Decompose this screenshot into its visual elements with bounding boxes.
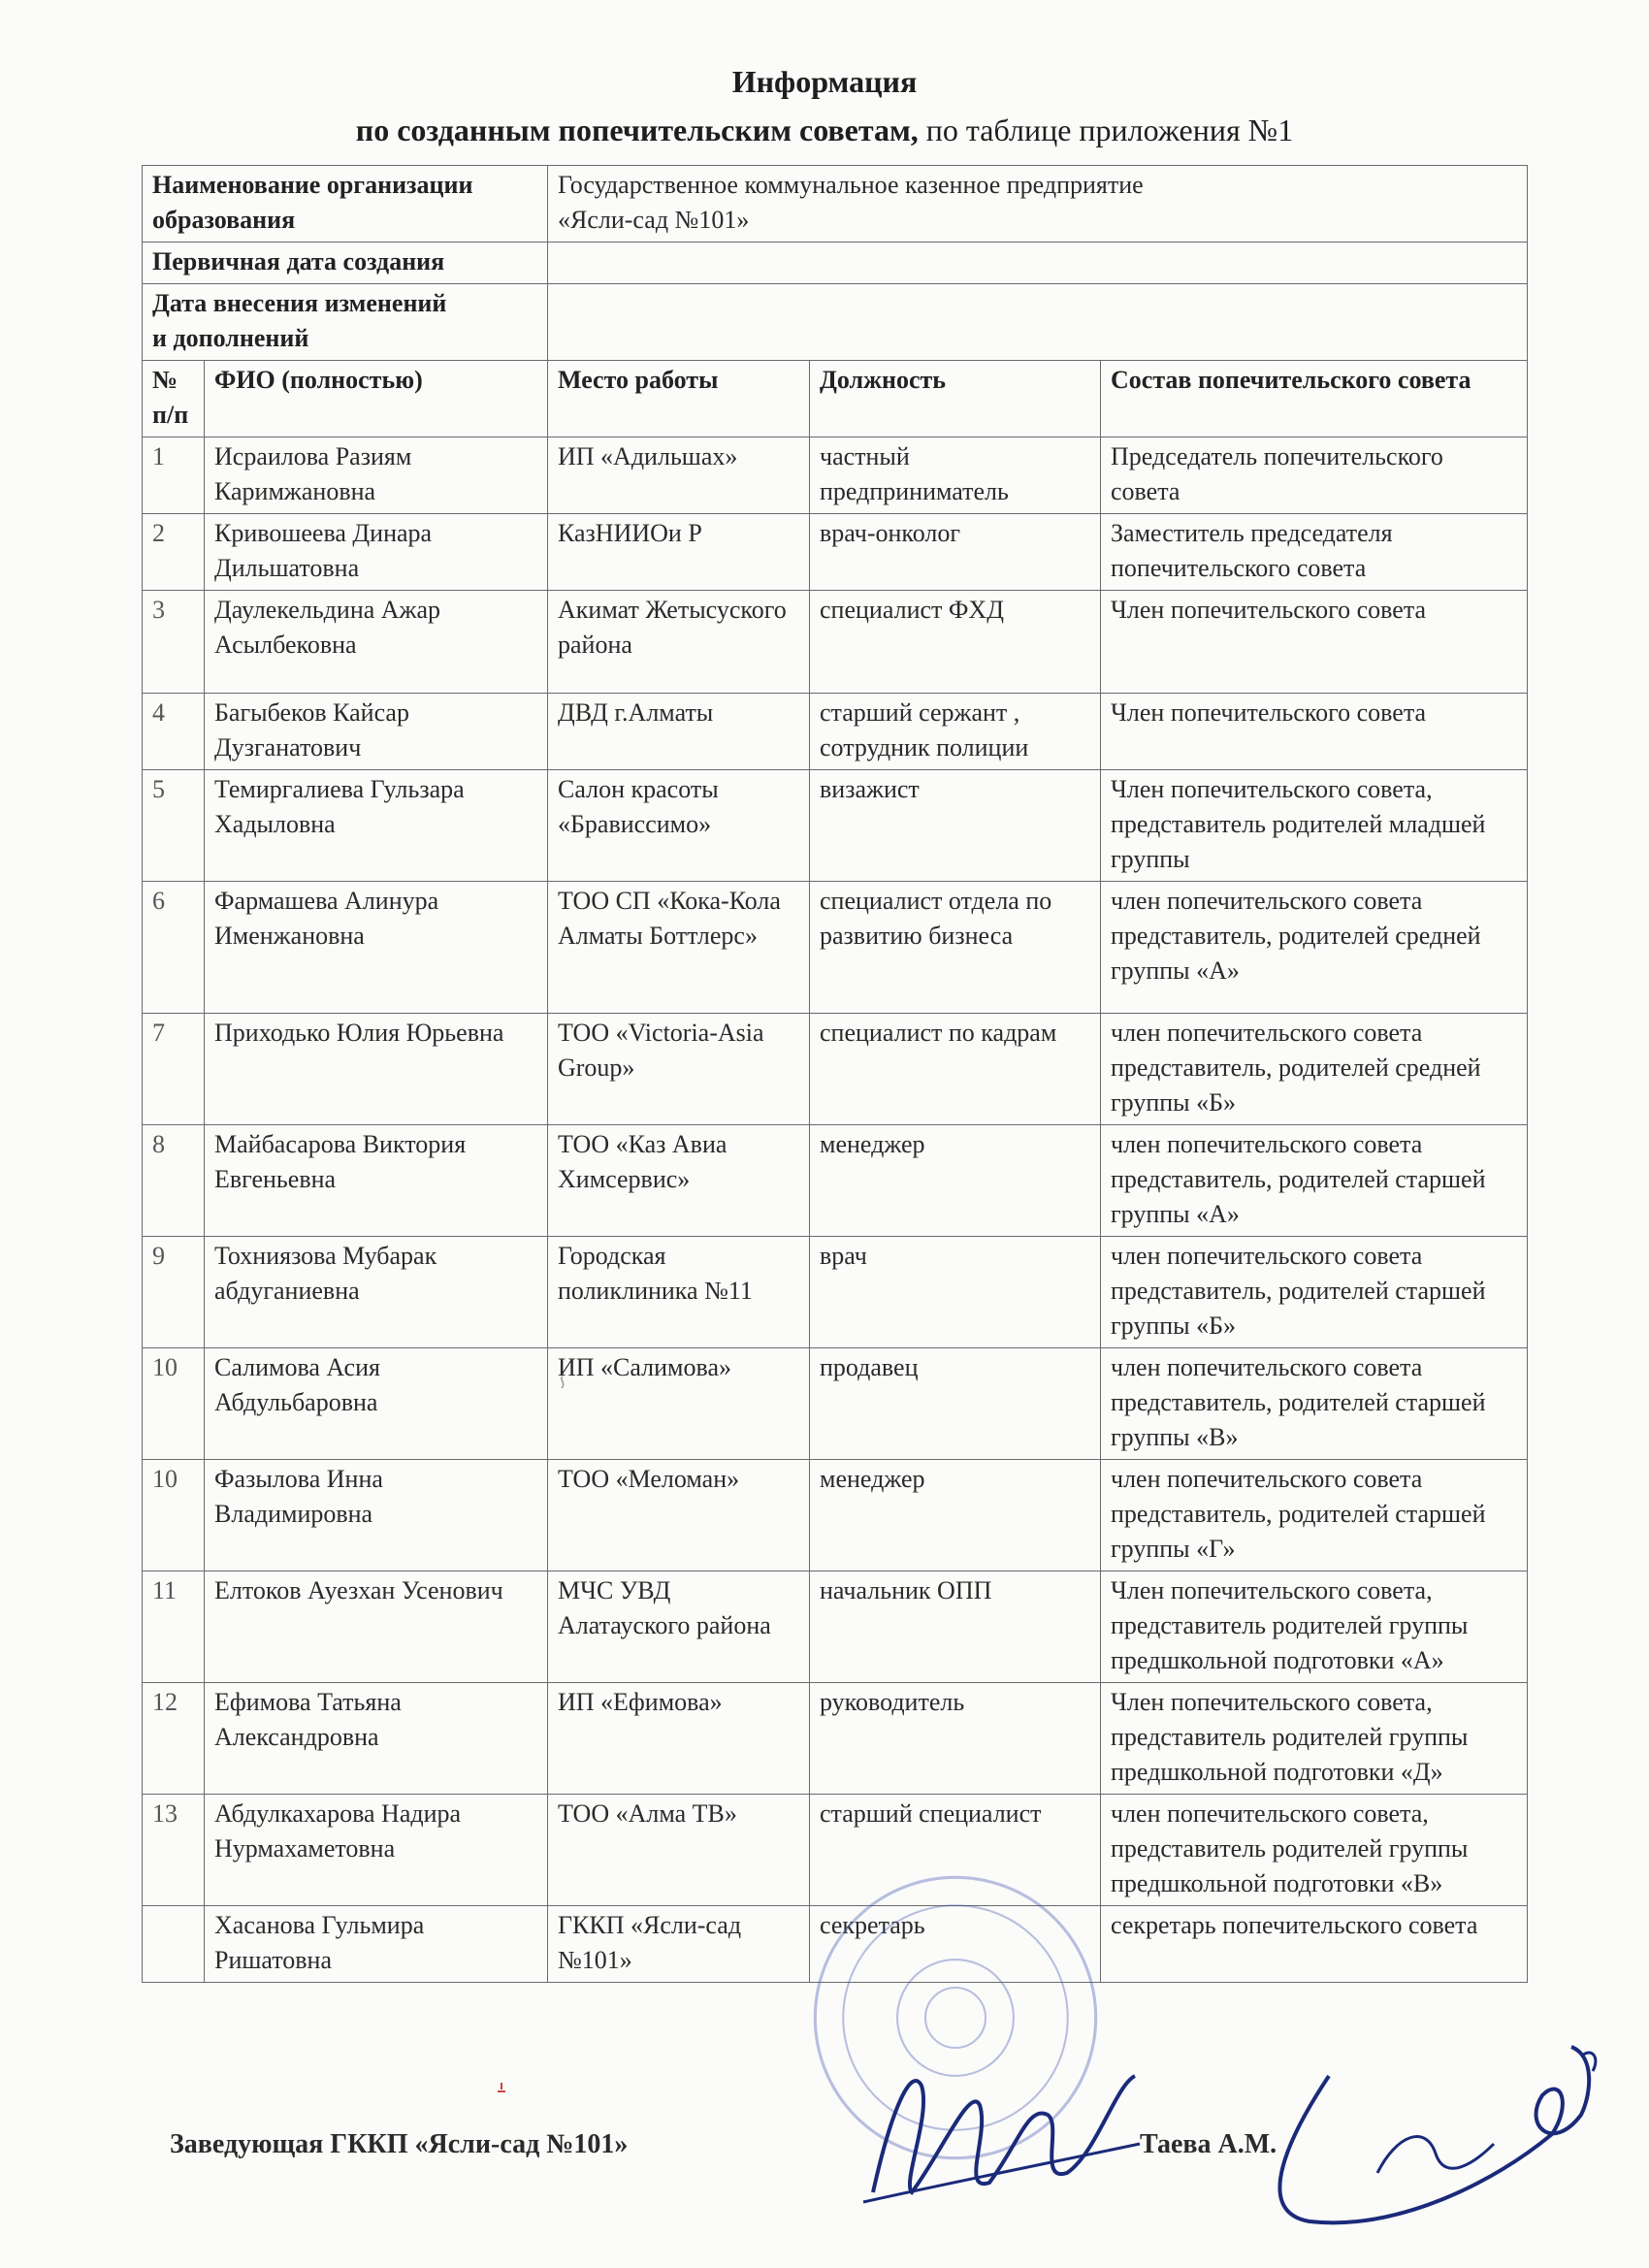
- cell-num: 7: [143, 1014, 205, 1125]
- changes-value: [548, 284, 1528, 361]
- cell-role: член попечительского совета представитель, родителей старшей группы «Б»: [1101, 1237, 1528, 1348]
- cell-role: Председатель попечительского совета: [1101, 437, 1528, 514]
- cell-work: ИП «Ефимова»: [548, 1683, 810, 1795]
- cell-fio: Ефимова Татьяна Александровна: [205, 1683, 548, 1795]
- cell-position: руководитель: [810, 1683, 1101, 1795]
- table-row: [143, 1237, 1528, 1348]
- red-mark: [495, 2082, 508, 2095]
- pencil-mark: [557, 1376, 568, 1389]
- cell-fio: Фармашева Алинура Именжановна: [205, 882, 548, 1014]
- cell-fio: Тохниязова Мубарак абдуганиевна: [205, 1237, 548, 1348]
- org-name-line2: «Ясли-сад №101»: [558, 206, 750, 234]
- cell-position: секретарь: [810, 1906, 1101, 1983]
- table-row: [143, 1571, 1528, 1683]
- cell-role: Заместитель председателя попечительского совета: [1101, 514, 1528, 591]
- cell-role: член попечительского совета представитель, родителей старшей группы «Г»: [1101, 1460, 1528, 1571]
- cell-num: 10: [143, 1460, 205, 1571]
- head-name: Таева А.М.: [1140, 2129, 1277, 2159]
- cell-work: ТОО СП «Кока-Кола Алматы Боттлерс»: [548, 882, 810, 1014]
- cell-fio: Майбасарова Виктория Евгеньевна: [205, 1125, 548, 1237]
- created-value: [548, 243, 1528, 284]
- cell-num: [143, 1906, 205, 1983]
- cell-fio: Абдулкахарова Надира Нурмахаметовна: [205, 1795, 548, 1906]
- table-row: [143, 882, 1528, 1014]
- cell-num: 12: [143, 1683, 205, 1795]
- cell-num: 8: [143, 1125, 205, 1237]
- signature-right: [1232, 2018, 1600, 2241]
- table-row: [143, 694, 1528, 770]
- cell-work: ТОО «Алма ТВ»: [548, 1795, 810, 1906]
- cell-position: старший сержант , сотрудник полиции: [810, 694, 1101, 770]
- cell-position: начальник ОПП: [810, 1571, 1101, 1683]
- cell-work: Городская поликлиника №11: [548, 1237, 810, 1348]
- document-subtitle: [0, 113, 1649, 148]
- cell-role: Член попечительского совета: [1101, 694, 1528, 770]
- cell-work: ТОО «Каз Авиа Химсервис»: [548, 1125, 810, 1237]
- cell-role: член попечительского совета представитель, родителей средней группы «Б»: [1101, 1014, 1528, 1125]
- cell-fio: Кривошеева Динара Дильшатовна: [205, 514, 548, 591]
- cell-fio: Багыбеков Кайсар Дузганатович: [205, 694, 548, 770]
- cell-fio: Приходько Юлия Юрьевна: [205, 1014, 548, 1125]
- council-table: [142, 165, 1528, 1983]
- org-name-row: [143, 166, 1528, 243]
- cell-position: врач: [810, 1237, 1101, 1348]
- cell-role: Член попечительского совета, представитель родителей младшей группы: [1101, 770, 1528, 882]
- cell-num: 6: [143, 882, 205, 1014]
- cell-work: ИП «Адильшах»: [548, 437, 810, 514]
- cell-role: член попечительского совета представитель, родителей старшей группы «А»: [1101, 1125, 1528, 1237]
- cell-work: КазНИИОи Р: [548, 514, 810, 591]
- cell-role: Член попечительского совета: [1101, 591, 1528, 694]
- cell-position: врач-онколог: [810, 514, 1101, 591]
- cell-position: частный предприниматель: [810, 437, 1101, 514]
- cell-num: 4: [143, 694, 205, 770]
- org-name-label: Наименование организации образования: [143, 166, 548, 243]
- col-header-num: № п/п: [143, 361, 205, 437]
- col-header-fio: ФИО (полностью): [205, 361, 548, 437]
- cell-fio: Хасанова Гульмира Ришатовна: [205, 1906, 548, 1983]
- cell-num: 13: [143, 1795, 205, 1906]
- cell-position: менеджер: [810, 1125, 1101, 1237]
- cell-work: Акимат Жетысуского района: [548, 591, 810, 694]
- created-label: Первичная дата создания: [143, 243, 548, 284]
- cell-work: Салон красоты «Брависсимо»: [548, 770, 810, 882]
- cell-fio: Фазылова Инна Владимировна: [205, 1460, 548, 1571]
- cell-work: ИП «Салимова»: [548, 1348, 810, 1460]
- cell-num: 3: [143, 591, 205, 694]
- table-row: [143, 1125, 1528, 1237]
- cell-position: специалист по кадрам: [810, 1014, 1101, 1125]
- cell-fio: Салимова Асия Абдульбаровна: [205, 1348, 548, 1460]
- signature-left: [854, 2047, 1145, 2212]
- table-row: [143, 770, 1528, 882]
- cell-position: визажист: [810, 770, 1101, 882]
- document-title: Информация: [731, 64, 918, 99]
- cell-work: ДВД г.Алматы: [548, 694, 810, 770]
- cell-fio: Елтоков Ауезхан Усенович: [205, 1571, 548, 1683]
- table-row: [143, 1014, 1528, 1125]
- cell-position: менеджер: [810, 1460, 1101, 1571]
- cell-role: Член попечительского совета, представитель родителей группы предшкольной подготовки «Д»: [1101, 1683, 1528, 1795]
- column-header-row: [143, 361, 1528, 437]
- table-row: [143, 1460, 1528, 1571]
- cell-num: 2: [143, 514, 205, 591]
- cell-num: 9: [143, 1237, 205, 1348]
- changes-row: [143, 284, 1528, 361]
- table-row: [143, 514, 1528, 591]
- changes-label-line1: Дата внесения изменений: [152, 289, 447, 317]
- cell-work: ТОО «Victoria-Asia Group»: [548, 1014, 810, 1125]
- subtitle-bold: по созданным попечительским советам,: [355, 113, 919, 147]
- subtitle-rest: по таблице приложения №1: [918, 113, 1294, 147]
- cell-position: специалист ФХД: [810, 591, 1101, 694]
- cell-fio: Темиргалиева Гульзара Хадыловна: [205, 770, 548, 882]
- changes-label-line2: и дополнений: [152, 324, 309, 352]
- cell-fio: Исраилова Разиям Каримжановна: [205, 437, 548, 514]
- cell-num: 11: [143, 1571, 205, 1683]
- cell-work: МЧС УВД Алатауского района: [548, 1571, 810, 1683]
- cell-position: старший специалист: [810, 1795, 1101, 1906]
- table-row: [143, 1683, 1528, 1795]
- cell-role: секретарь попечительского совета: [1101, 1906, 1528, 1983]
- head-position: Заведующая ГККП «Ясли-сад №101»: [170, 2129, 629, 2159]
- cell-position: продавец: [810, 1348, 1101, 1460]
- table-row: [143, 437, 1528, 514]
- org-name-value: [548, 166, 1528, 243]
- cell-role: Член попечительского совета, представитель родителей группы предшкольной подготовки «А»: [1101, 1571, 1528, 1683]
- table-row: [143, 1348, 1528, 1460]
- created-row: [143, 243, 1528, 284]
- org-name-line1: Государственное коммунальное казенное предприятие: [558, 171, 1144, 199]
- cell-num: 5: [143, 770, 205, 882]
- cell-role: член попечительского совета представитель, родителей старшей группы «В»: [1101, 1348, 1528, 1460]
- col-header-role: Состав попечительского совета: [1101, 361, 1528, 437]
- cell-role: член попечительского совета, представитель родителей группы предшкольной подготовки «В»: [1101, 1795, 1528, 1906]
- table-row: [143, 591, 1528, 694]
- changes-label: [143, 284, 548, 361]
- cell-work: ТОО «Меломан»: [548, 1460, 810, 1571]
- cell-role: член попечительского совета представитель, родителей средней группы «А»: [1101, 882, 1528, 1014]
- cell-num: 10: [143, 1348, 205, 1460]
- col-header-work: Место работы: [548, 361, 810, 437]
- col-header-position: Должность: [810, 361, 1101, 437]
- cell-fio: Даулекельдина Ажар Асылбековна: [205, 591, 548, 694]
- cell-num: 1: [143, 437, 205, 514]
- cell-position: специалист отдела по развитию бизнеса: [810, 882, 1101, 1014]
- cell-work: ГККП «Ясли-сад №101»: [548, 1906, 810, 1983]
